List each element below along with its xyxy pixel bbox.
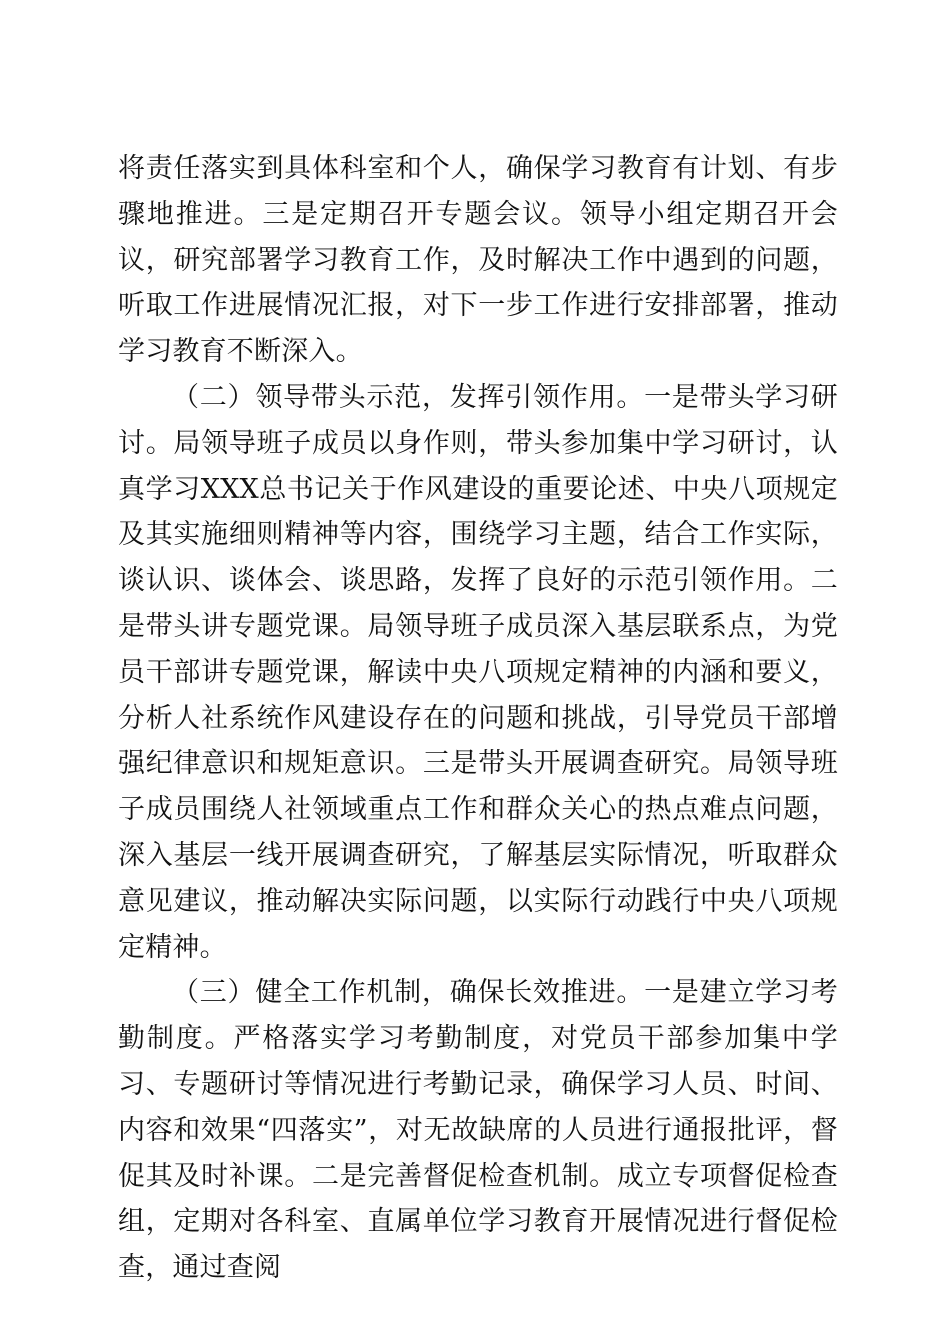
paragraph-3: （三）健全工作机制，确保长效推进。一是建立学习考勤制度。严格落实学习考勤制度，对党员干部参加集中学习、专题研讨等情况进行考勤记录，确保学习人员、时间、内容和效果“四落实”，对无故缺席的人员进行通报批评，督促其及时补课。二是完善督促检查机制。成立专项督促检查组，定期对各科室、直属单位学习教育开展情况进行督促检查，通过查阅 xyxy=(118,977,838,1284)
paragraph-1: 将责任落实到具体科室和个人，确保学习教育有计划、有步骤地推进。三是定期召开专题会议。领导小组定期召开会议，研究部署学习教育工作，及时解决工作中遇到的问题，听取工作进展情况汇报，对下一步工作进行安排部署，推动学习教育不断深入。 xyxy=(118,153,838,368)
document-body xyxy=(118,146,838,1291)
paragraph-2: （二）领导带头示范，发挥引领作用。一是带头学习研讨。局领导班子成员以身作则，带头参加集中学习研讨，认真学习XXX总书记关于作风建设的重要论述、中央八项规定及其实施细则精神等内容，围绕学习主题，结合工作实际，谈认识、谈体会、谈思路，发挥了良好的示范引领作用。二是带头讲专题党课。局领导班子成员深入基层联系点，为党员干部讲专题党课，解读中央八项规定精神的内涵和要义，分析人社系统作风建设存在的问题和挑战，引导党员干部增强纪律意识和规矩意识。三是带头开展调查研究。局领导班子成员围绕人社领域重点工作和群众关心的热点难点问题，深入基层一线开展调查研究，了解基层实际情况，听取群众意见建议，推动解决实际问题，以实际行动践行中央八项规定精神。 xyxy=(118,381,838,963)
